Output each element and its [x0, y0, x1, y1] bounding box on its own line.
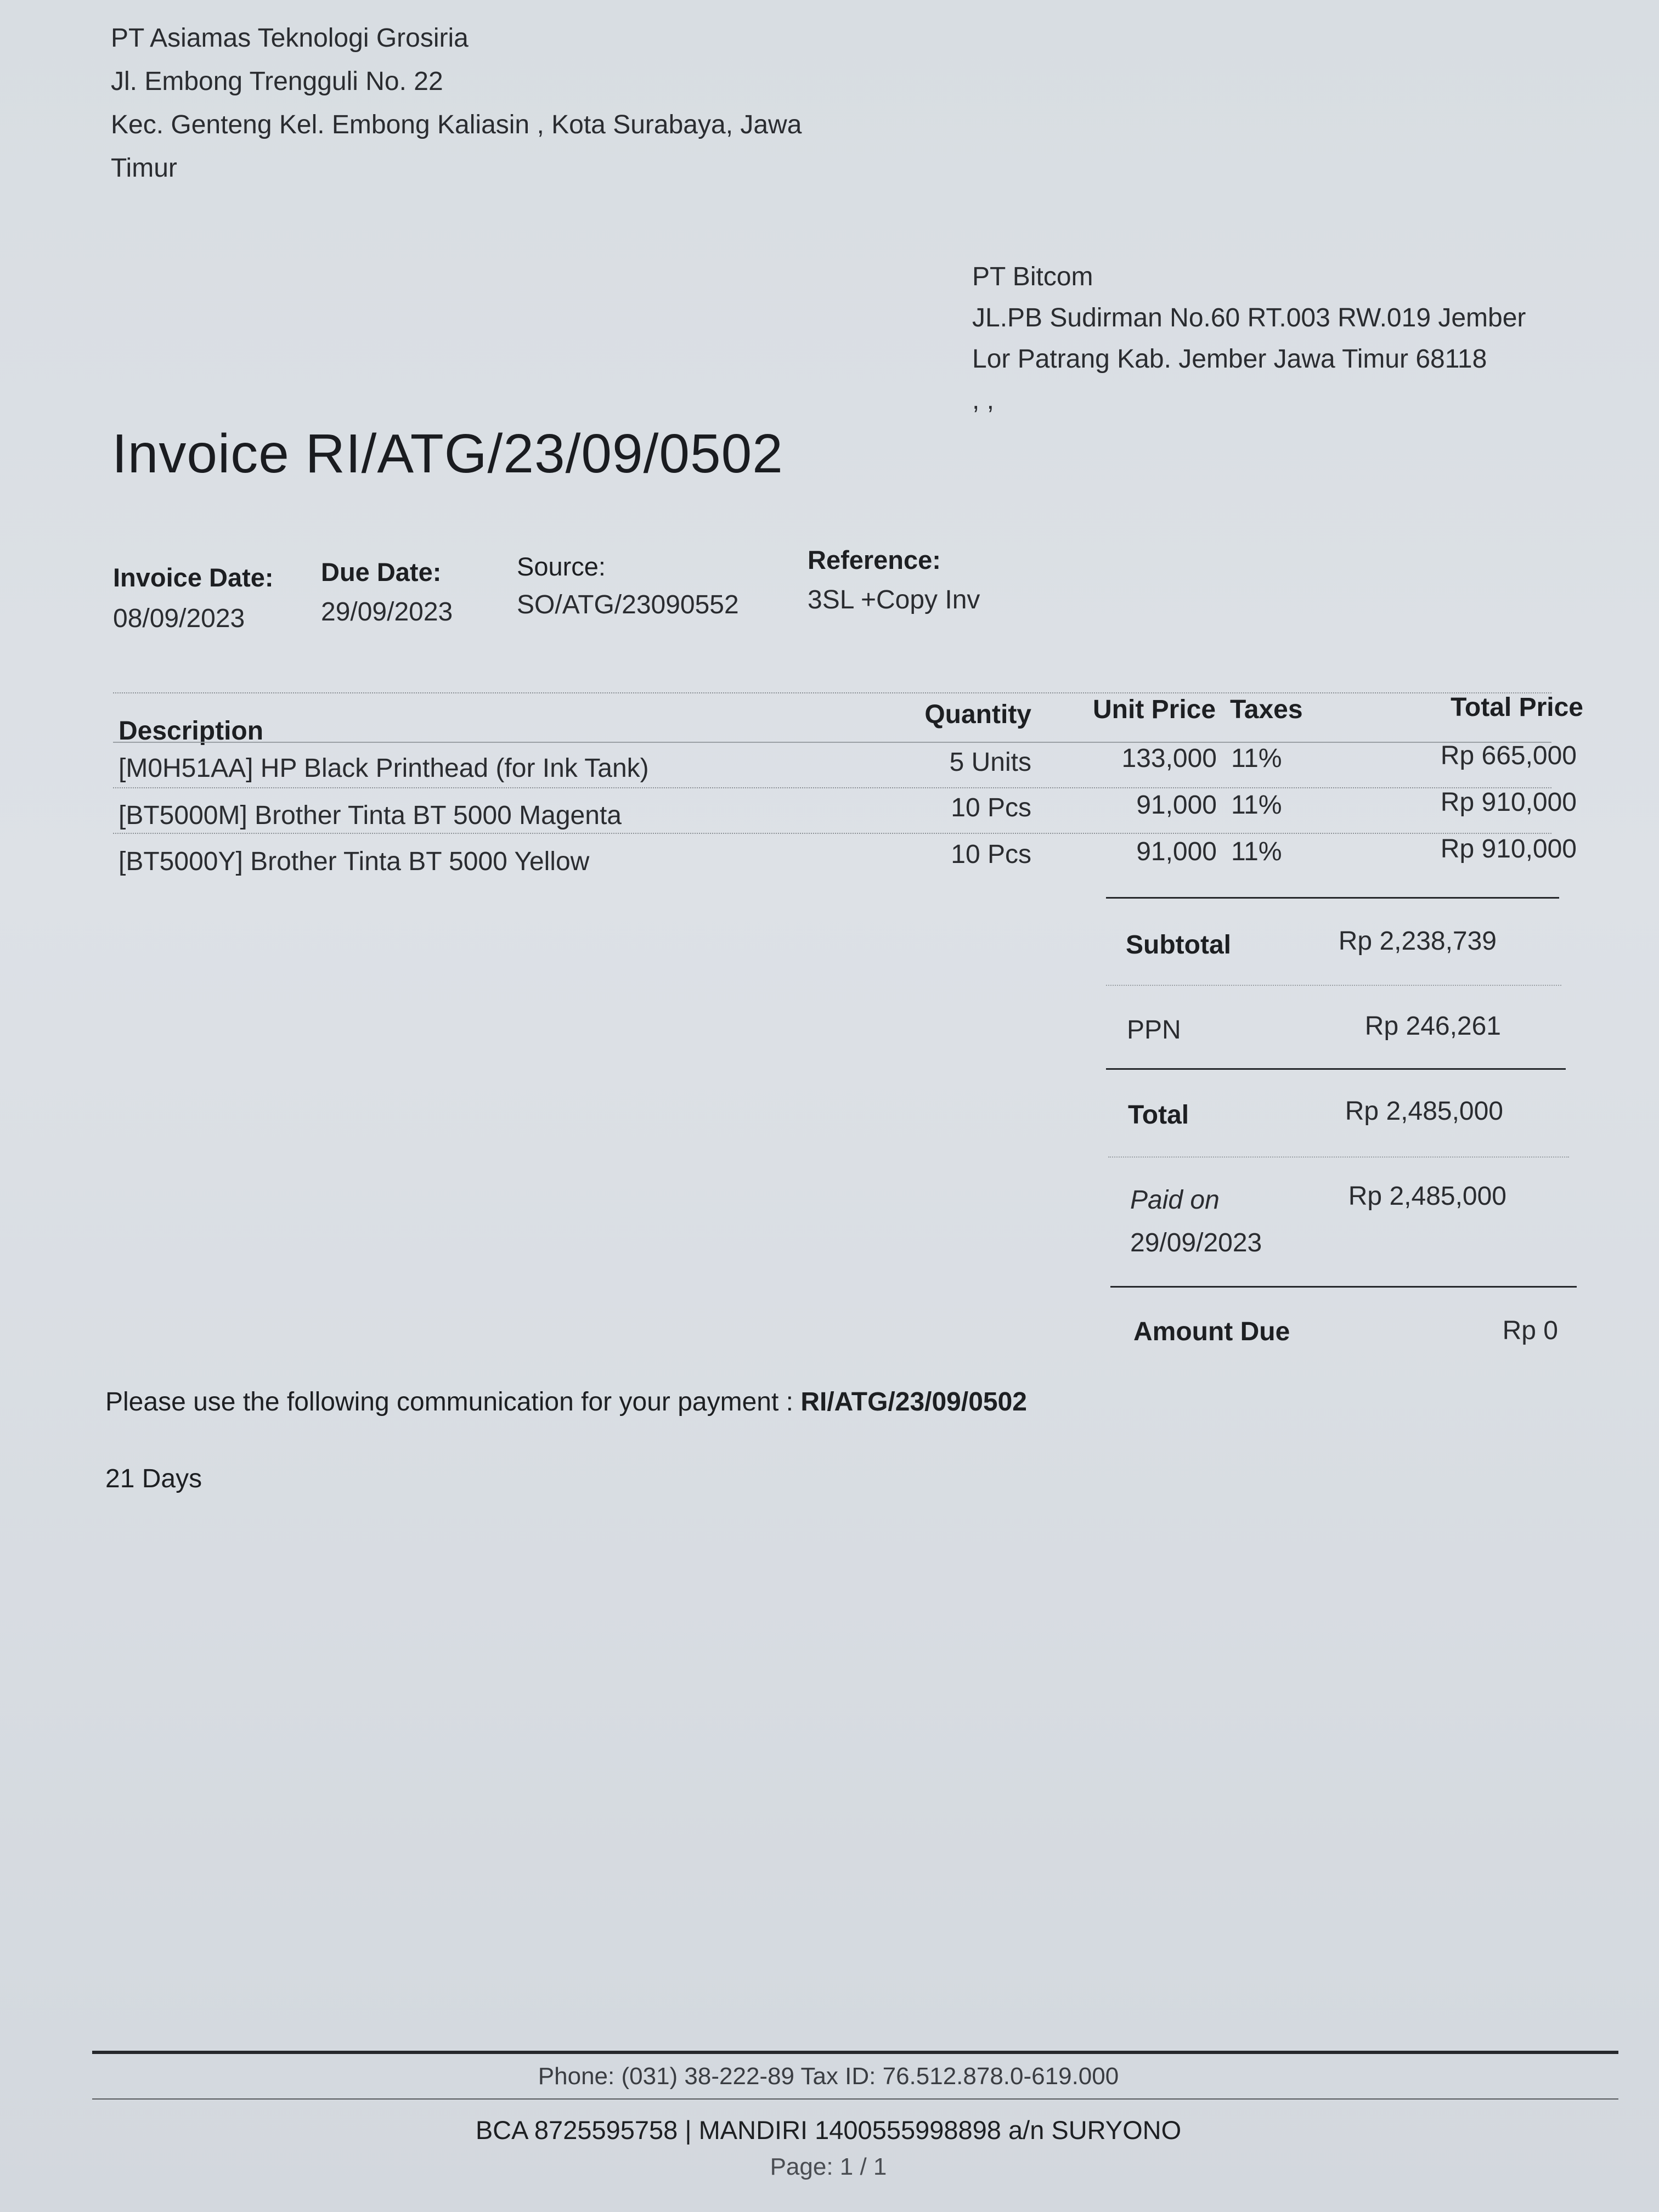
paid-amount: Rp 2,485,000 — [1348, 1182, 1506, 1211]
subtotal-label: Subtotal — [1126, 930, 1231, 960]
amount-due-top-rule — [1110, 1286, 1577, 1288]
row-unit-price: 91,000 — [1136, 837, 1217, 866]
total-top-rule — [1106, 1068, 1566, 1070]
row-taxes: 11% — [1231, 744, 1282, 773]
footer-contact: Phone: (031) 38-222-89 Tax ID: 76.512.878.0-619.000 — [538, 2063, 1119, 2090]
payment-terms: 21 Days — [105, 1464, 202, 1493]
company-address-line2: Kec. Genteng Kel. Embong Kaliasin , Kota Surabaya, Jawa — [111, 110, 802, 139]
row-quantity: 10 Pcs — [951, 793, 1031, 822]
invoice-date-value: 08/09/2023 — [113, 604, 245, 633]
ppn-value: Rp 246,261 — [1364, 1012, 1501, 1041]
source-value: SO/ATG/23090552 — [517, 590, 739, 619]
amount-due-label: Amount Due — [1133, 1317, 1290, 1346]
footer-page-number: Page: 1 / 1 — [770, 2153, 887, 2180]
row-description: [BT5000M] Brother Tinta BT 5000 Magenta — [119, 801, 622, 830]
payment-communication-reference: RI/ATG/23/09/0502 — [800, 1387, 1027, 1417]
footer-mid-rule — [92, 2098, 1618, 2100]
row-total-price: Rp 910,000 — [1440, 788, 1577, 817]
company-address-line1: Jl. Embong Trengguli No. 22 — [111, 67, 443, 96]
row-total-price: Rp 910,000 — [1440, 834, 1577, 864]
row-taxes: 11% — [1231, 837, 1282, 866]
column-header-description: Description — [119, 716, 264, 746]
reference-label: Reference: — [808, 545, 941, 574]
company-name: PT Asiamas Teknologi Grosiria — [111, 24, 469, 53]
column-header-quantity: Quantity — [924, 700, 1031, 729]
payment-communication — [105, 1387, 1027, 1417]
column-header-unit-price: Unit Price — [1093, 695, 1216, 724]
customer-address-line1: JL.PB Sudirman No.60 RT.003 RW.019 Jember — [972, 303, 1526, 332]
customer-name: PT Bitcom — [972, 262, 1093, 291]
due-date-label: Due Date: — [321, 557, 442, 586]
totals-top-rule — [1106, 897, 1559, 899]
customer-address — [972, 256, 1526, 421]
footer-bank: BCA 8725595758 | MANDIRI 1400555998898 a/n SURYONO — [475, 2115, 1182, 2145]
row-description: [BT5000Y] Brother Tinta BT 5000 Yellow — [119, 847, 590, 876]
subtotal-divider — [1106, 985, 1561, 986]
footer-top-rule — [92, 2051, 1618, 2054]
total-value: Rp 2,485,000 — [1345, 1097, 1503, 1126]
reference-value: 3SL +Copy Inv — [808, 585, 980, 614]
paid-on-date: 29/09/2023 — [1130, 1228, 1262, 1257]
total-divider — [1108, 1156, 1569, 1158]
row-taxes: 11% — [1231, 791, 1282, 820]
company-address-line3: Timur — [111, 154, 177, 183]
payment-communication-text: Please use the following communication for your payment : — [105, 1387, 801, 1417]
customer-address-line2: Lor Patrang Kab. Jember Jawa Timur 68118 — [972, 345, 1487, 374]
source-label: Source: — [517, 552, 606, 581]
subtotal-value: Rp 2,238,739 — [1338, 927, 1497, 956]
row-unit-price: 133,000 — [1121, 744, 1217, 773]
invoice-title: Invoice RI/ATG/23/09/0502 — [112, 423, 783, 484]
column-header-taxes: Taxes — [1230, 695, 1303, 724]
row-quantity: 5 Units — [949, 748, 1031, 777]
column-header-total-price: Total Price — [1451, 693, 1583, 722]
paid-on-label: Paid on — [1130, 1186, 1220, 1215]
invoice-date-label: Invoice Date: — [113, 563, 274, 592]
total-label: Total — [1128, 1101, 1189, 1130]
row-total-price: Rp 665,000 — [1440, 741, 1577, 770]
ppn-label: PPN — [1127, 1015, 1181, 1045]
row-unit-price: 91,000 — [1136, 791, 1217, 820]
amount-due-value: Rp 0 — [1502, 1316, 1558, 1345]
customer-address-line3: , , — [972, 386, 995, 415]
company-address — [111, 16, 802, 190]
due-date-value: 29/09/2023 — [321, 597, 453, 627]
row-description: [M0H51AA] HP Black Printhead (for Ink Tank) — [119, 754, 649, 783]
row-quantity: 10 Pcs — [951, 840, 1031, 869]
